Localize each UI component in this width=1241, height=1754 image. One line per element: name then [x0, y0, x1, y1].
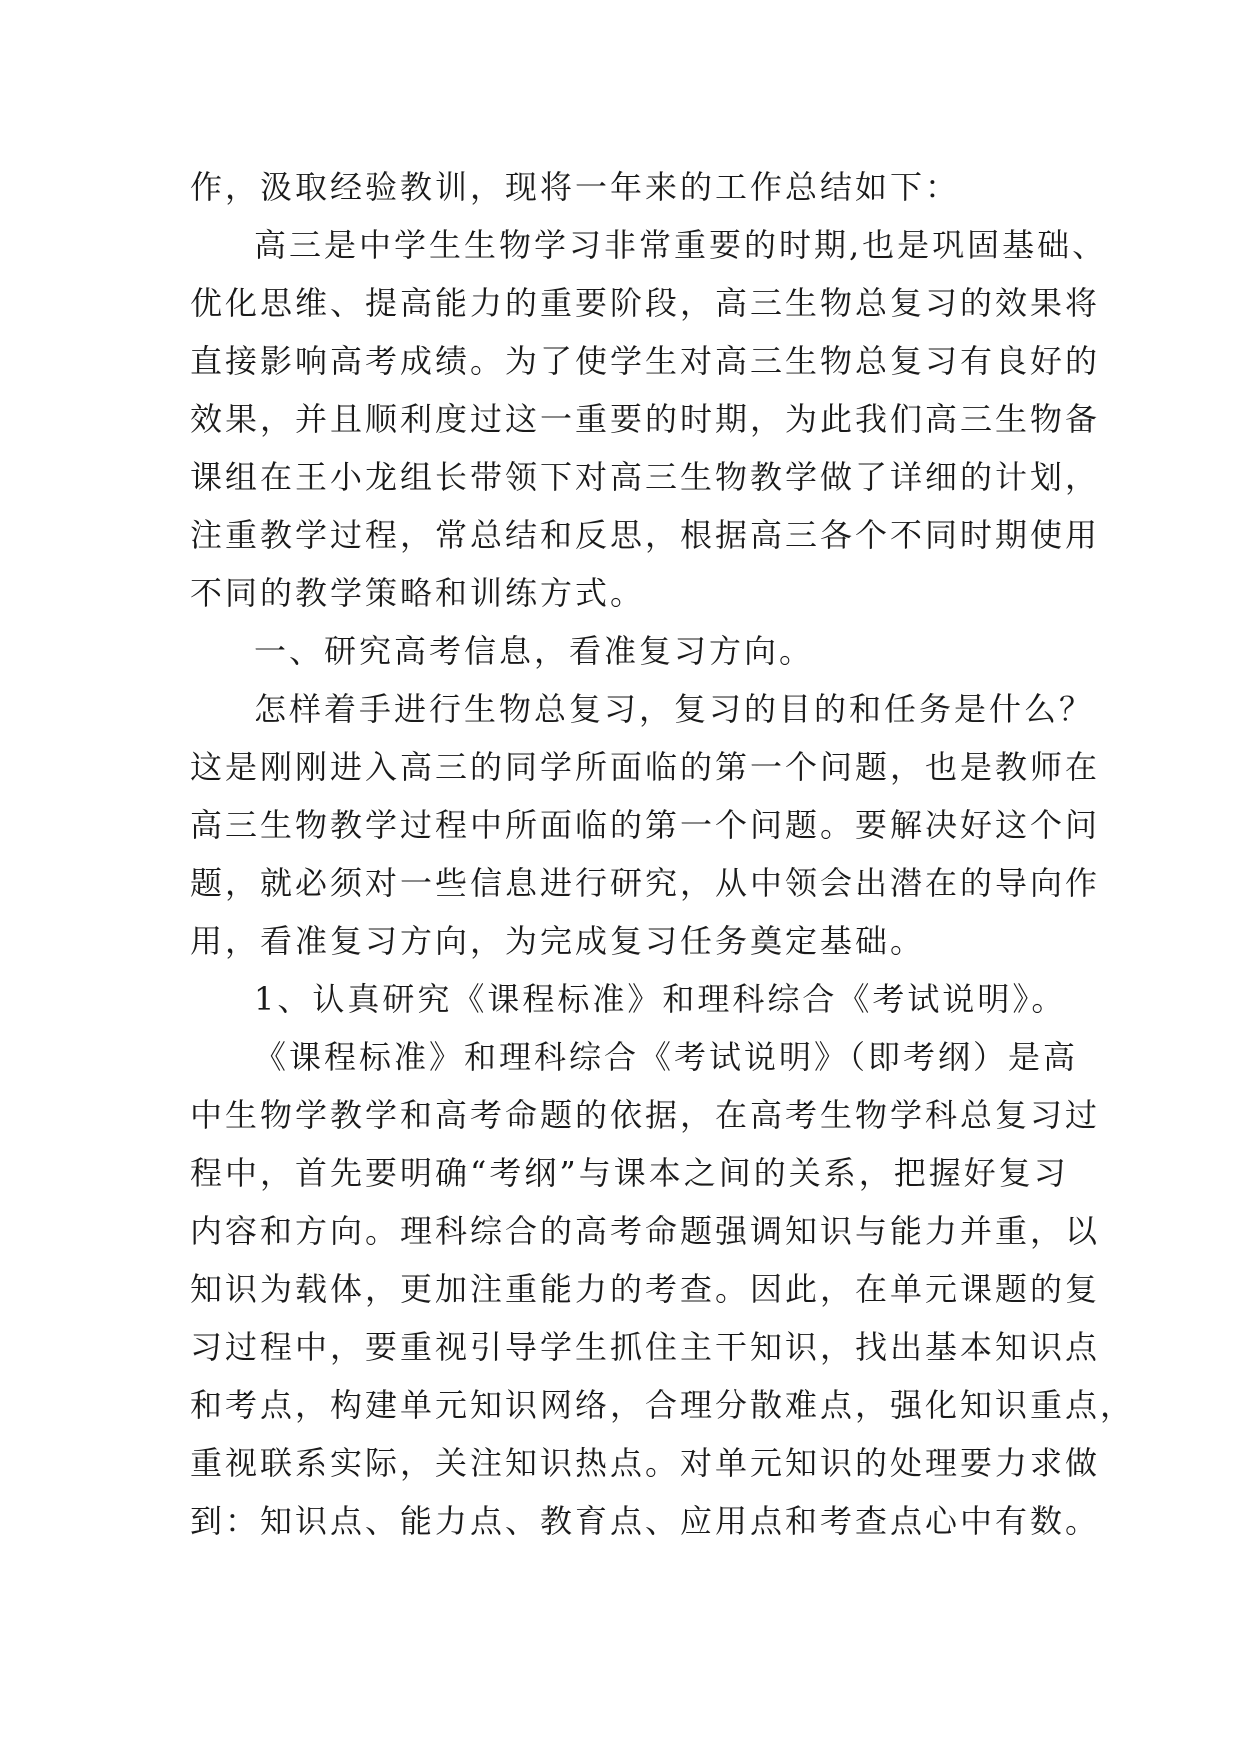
text-line: 效果，并且顺利度过这一重要的时期，为此我们高三生物备: [190, 400, 1101, 438]
text-line: 和考点，构建单元知识网络，合理分散难点，强化知识重点，: [190, 1386, 1136, 1424]
text-line: 《课程标准》和理科综合《考试说明》（即考纲）是高: [254, 1038, 1079, 1076]
text-line: 不同的教学策略和训练方式。: [190, 574, 646, 612]
text-line: 用，看准复习方向，为完成复习任务奠定基础。: [190, 922, 926, 960]
text-line: 题，就必须对一些信息进行研究，从中领会出潜在的导向作: [190, 864, 1101, 902]
text-line: 知识为载体，更加注重能力的考查。因此，在单元课题的复: [190, 1270, 1101, 1308]
text-line: 重视联系实际，关注知识热点。对单元知识的处理要力求做: [190, 1444, 1101, 1482]
text-line: 直接影响高考成绩。为了使学生对高三生物总复习有良好的: [190, 342, 1101, 380]
text-line: 作，汲取经验教训，现将一年来的工作总结如下：: [190, 168, 961, 206]
text-line: 中生物学教学和高考命题的依据，在高考生物学科总复习过: [190, 1096, 1101, 1134]
text-line: 怎样着手进行生物总复习，复习的目的和任务是什么？: [254, 690, 1095, 728]
text-line: 程中，首先要明确“考纲”与课本之间的关系，把握好复习: [190, 1154, 1069, 1192]
text-line: 到：知识点、能力点、教育点、应用点和考查点心中有数。: [190, 1502, 1101, 1540]
text-line: 这是刚刚进入高三的同学所面临的第一个问题，也是教师在: [190, 748, 1101, 786]
text-line: 内容和方向。理科综合的高考命题强调知识与能力并重，以: [190, 1212, 1101, 1250]
document-body: [190, 158, 1136, 1550]
text-line: 优化思维、提高能力的重要阶段，高三生物总复习的效果将: [190, 284, 1101, 322]
text-line: 习过程中，要重视引导学生抓住主干知识，找出基本知识点: [190, 1328, 1101, 1366]
section-heading: 一、研究高考信息，看准复习方向。: [254, 632, 815, 670]
text-line: 课组在王小龙组长带领下对高三生物教学做了详细的计划，: [190, 458, 1101, 496]
subsection-heading: 1、认真研究《课程标准》和理科综合《考试说明》。: [254, 980, 1067, 1018]
text-line: 注重教学过程，常总结和反思，根据高三各个不同时期使用: [190, 516, 1101, 554]
text-line: 高三生物教学过程中所面临的第一个问题。要解决好这个问: [190, 806, 1101, 844]
text-line: 高三是中学生生物学习非常重要的时期,也是巩固基础、: [254, 226, 1108, 264]
